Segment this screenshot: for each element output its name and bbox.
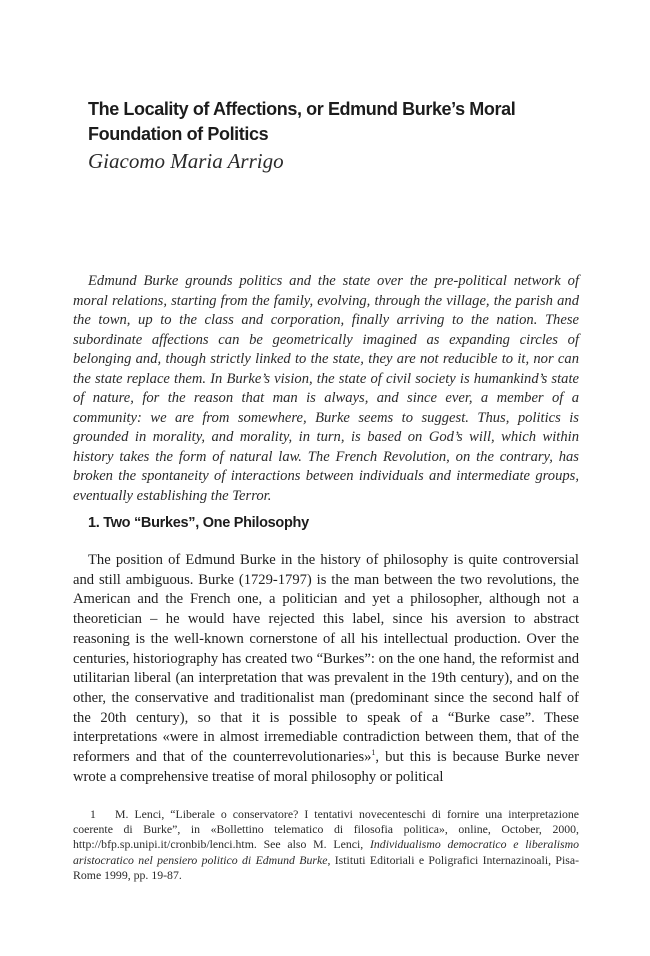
article-author: Giacomo Maria Arrigo [88, 149, 284, 173]
article-title: The Locality of Affections, or Edmund Burke’s Moral Foundation of Politics [88, 99, 516, 144]
footnote-reference: 1 [371, 748, 376, 758]
footnote-text-part1: M. Lenci, “Liberale o conservatore? I tentativi novecenteschi di fornire una interpretazione coerente di Burke”, in «Bollettino telematico di filosofia politica», online, October, 2000, http://bfp.sp.unipi.it/cronbib/lenci.htm. See also M. Lenci, [73, 807, 579, 852]
footnote-number: 1 [90, 807, 96, 821]
footnote-italic-title: Individualismo democratico e liberalismo aristocratico nel pensiero politico di Edmund Burke [73, 837, 580, 867]
section-heading: 1. Two “Burkes”, One Philosophy [88, 515, 309, 531]
body-paragraph [73, 551, 579, 787]
title-block [88, 97, 588, 175]
footnote-text-part2: , Istituti Editoriali e Poligrafici Internazinoali, Pisa-Rome 1999, pp. 19-87. [73, 852, 580, 882]
footnote [73, 807, 579, 883]
abstract: Edmund Burke grounds politics and the state over the pre-political network of moral relations, starting from the family, evolving, through the village, the parish and the town, up to the class and corporation, finally arriving to the nation. These subordinate affections can be geometrically imagined as expanding circles of belonging and, though strictly linked to the state, they are not reducible to it, nor can the state replace them. In Burke’s vision, the state of civil society is humankind’s state of nature, for the reason that man is always, and since ever, a member of a community: we are from somewhere, Burke seems to suggest. Thus, politics is grounded in morality, and morality, in turn, is based on God’s will, which within history takes the form of natural law. The French Revolution, on the contrary, has broken the spontaneity of interactions between individuals and intermediate groups, eventually establishing the Terror. [73, 273, 579, 505]
body-text-part2: , but this is because Burke never wrote a comprehensive treatise of moral philosophy or political [73, 749, 579, 785]
body-text-part1: The position of Edmund Burke in the history of philosophy is quite controversial and still ambiguous. Burke (1729-1797) is the man between the two revolutions, the American and the French one, a politician and yet a philosopher, although not a theoretician – he would have rejected this label, since his aversion to abstract reasoning is the well-known cornerstone of all his intellectual production. Over the centuries, historiography has created two “Burkes”: on the one hand, the reformist and utilitarian liberal (an interpretation that was prevalent in the 19th century), and on the other, the conservative and traditionalist man (predominant since the second half of the 20th century), so that it is possible to speak of a “Burke case”. These interpretations «were in almost irremediable contradiction between them, that of the reformers and that of the counterrevolutionaries» [73, 552, 579, 766]
